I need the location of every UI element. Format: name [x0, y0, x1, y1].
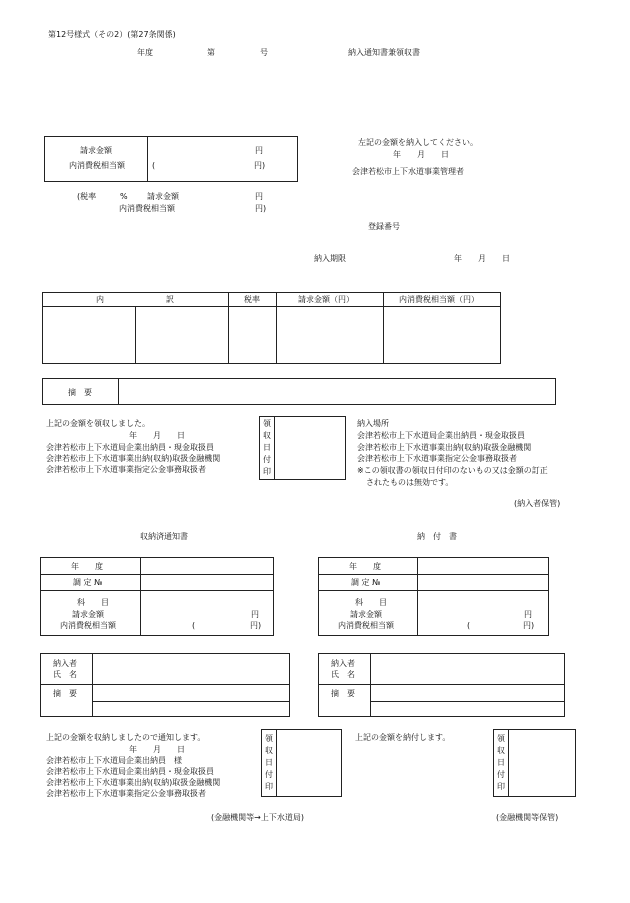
paysheet-adjust-label: 調 定 № [351, 578, 381, 587]
tax-rate-amount-yen: 円 [255, 192, 263, 201]
breakdown-header-tax: 内消費税相当額（円） [399, 295, 479, 304]
receipt-line: 会津若松市上下水道事業指定公金事務取扱者 [46, 465, 206, 474]
notice-title: 収納済通知書 [140, 532, 188, 541]
breakdown-header-tax-rate: 税率 [244, 295, 260, 304]
billing-box [44, 136, 298, 182]
receipt-stamp-box [259, 416, 346, 480]
notice-tax-open-paren: ( [192, 621, 196, 630]
payment-place-line: 会津若松市上下水道局企業出納員・現金取扱員 [357, 431, 525, 440]
notice-payer-name-label: 氏 名 [53, 670, 77, 679]
tax-rate-percent: % [120, 192, 128, 201]
payment-place-note: ※この領収書の領収日付印のないもの又は金額の訂正 [357, 466, 548, 475]
notice-line: 会津若松市上下水道事業出納(収納)取扱金融機関 [46, 778, 221, 787]
tax-rate-tax-yen: 円) [255, 204, 267, 213]
notice-subject-label: 科 目 [77, 598, 109, 607]
breakdown-header-amount: 請求金額（円） [298, 295, 354, 304]
billing-tax-open-paren: ( [152, 161, 156, 170]
paysheet-title: 納 付 書 [417, 532, 457, 541]
deadline-label: 納入期限 [314, 254, 346, 263]
fiscal-year-label: 年度 [137, 48, 153, 57]
stamp-char: 領 [263, 419, 271, 428]
stamp-char: 付 [263, 455, 271, 464]
paysheet-stamp-box [493, 729, 576, 797]
receipt-date: 年 月 日 [129, 431, 185, 440]
payment-request-issuer: 会津若松市上下水道事業管理者 [352, 167, 464, 176]
deadline-date: 年 月 日 [454, 254, 510, 263]
payment-place-line: 会津若松市上下水道事業出納(収納)取扱金融機関 [357, 443, 532, 452]
stamp-char: 日 [497, 758, 505, 767]
stamp-char: 収 [497, 746, 505, 755]
payment-place-line: 会津若松市上下水道事業指定公金事務取扱者 [357, 454, 517, 463]
paysheet-payer-box [318, 653, 565, 717]
paysheet-payer-label: 納入者 [331, 659, 355, 668]
paysheet-payer-name-label: 氏 名 [331, 670, 355, 679]
form-number: 第12号様式（その2）(第27条関係) [48, 30, 176, 39]
notice-tax-yen: 円) [250, 621, 262, 630]
payment-place-title: 納入場所 [357, 419, 389, 428]
notice-keeper-label: (金融機関等→上下水道局) [211, 813, 304, 822]
stamp-char: 領 [265, 734, 273, 743]
breakdown-header-uchi: 内 [96, 295, 104, 304]
notice-year-label: 年 度 [71, 562, 103, 571]
notice-line: 会津若松市上下水道局企業出納員 様 [46, 756, 182, 765]
tax-rate-prefix: (税率 [77, 192, 97, 201]
payment-request-date: 年 月 日 [393, 150, 449, 159]
document-title: 納入通知書兼領収書 [348, 48, 420, 57]
notice-adjust-label: 調 定 № [73, 578, 103, 587]
notice-amount-label: 請求金額 [72, 610, 104, 619]
stamp-char: 印 [497, 782, 505, 791]
stamp-char: 領 [497, 734, 505, 743]
notice-line: 会津若松市上下水道局企業出納員・現金取扱員 [46, 767, 214, 776]
paysheet-keeper-label: (金融機関等保管) [496, 813, 559, 822]
tax-rate-amount-label: 請求金額 [147, 192, 179, 201]
notice-stamp-box [261, 729, 342, 797]
notice-payer-box [40, 653, 290, 717]
paysheet-year-label: 年 度 [349, 562, 381, 571]
number-prefix: 第 [207, 48, 215, 57]
stamp-char: 収 [265, 746, 273, 755]
notice-date: 年 月 日 [129, 745, 185, 754]
payment-place-note: されたものは無効です。 [366, 478, 454, 487]
number-suffix: 号 [260, 48, 268, 57]
notice-summary-label: 摘 要 [53, 689, 77, 698]
paysheet-tax-open-paren: ( [467, 621, 471, 630]
paysheet-amount-label: 請求金額 [350, 610, 382, 619]
paysheet-tax-yen: 円) [523, 621, 535, 630]
summary-box [42, 378, 556, 405]
billing-tax-yen: 円) [254, 161, 266, 170]
paysheet-tax-label: 内消費税相当額 [338, 621, 394, 630]
breakdown-header-wake: 訳 [166, 295, 174, 304]
notice-tax-label: 内消費税相当額 [60, 621, 116, 630]
paysheet-text: 上記の金額を納付します。 [355, 733, 451, 742]
stamp-char: 日 [263, 443, 271, 452]
stamp-char: 印 [265, 782, 273, 791]
payer-keeper-label: (納入者保管) [514, 499, 561, 508]
billing-tax-label: 内消費税相当額 [69, 161, 125, 170]
summary-label: 摘 要 [68, 388, 92, 397]
stamp-char: 印 [263, 467, 271, 476]
paysheet-summary-label: 摘 要 [331, 689, 355, 698]
receipt-text: 上記の金額を領収しました。 [46, 419, 150, 428]
billing-amount-yen: 円 [255, 146, 263, 155]
notice-line: 会津若松市上下水道事業指定公金事務取扱者 [46, 789, 206, 798]
paysheet-subject-label: 科 目 [355, 598, 387, 607]
payment-request-text: 左記の金額を納入してください。 [358, 138, 478, 147]
receipt-line: 会津若松市上下水道事業出納(収納)取扱金融機関 [46, 454, 221, 463]
receipt-line: 会津若松市上下水道局企業出納員・現金取扱員 [46, 443, 214, 452]
notice-payer-label: 納入者 [53, 659, 77, 668]
tax-rate-tax-label: 内消費税相当額 [119, 204, 175, 213]
notice-text: 上記の金額を収納しましたので通知します。 [46, 733, 206, 742]
stamp-char: 収 [263, 431, 271, 440]
stamp-char: 付 [497, 770, 505, 779]
stamp-char: 日 [265, 758, 273, 767]
registration-number-label: 登録番号 [368, 222, 400, 231]
stamp-char: 付 [265, 770, 273, 779]
paysheet-amount-yen: 円 [524, 610, 532, 619]
billing-amount-label: 請求金額 [80, 146, 112, 155]
notice-amount-yen: 円 [251, 610, 259, 619]
